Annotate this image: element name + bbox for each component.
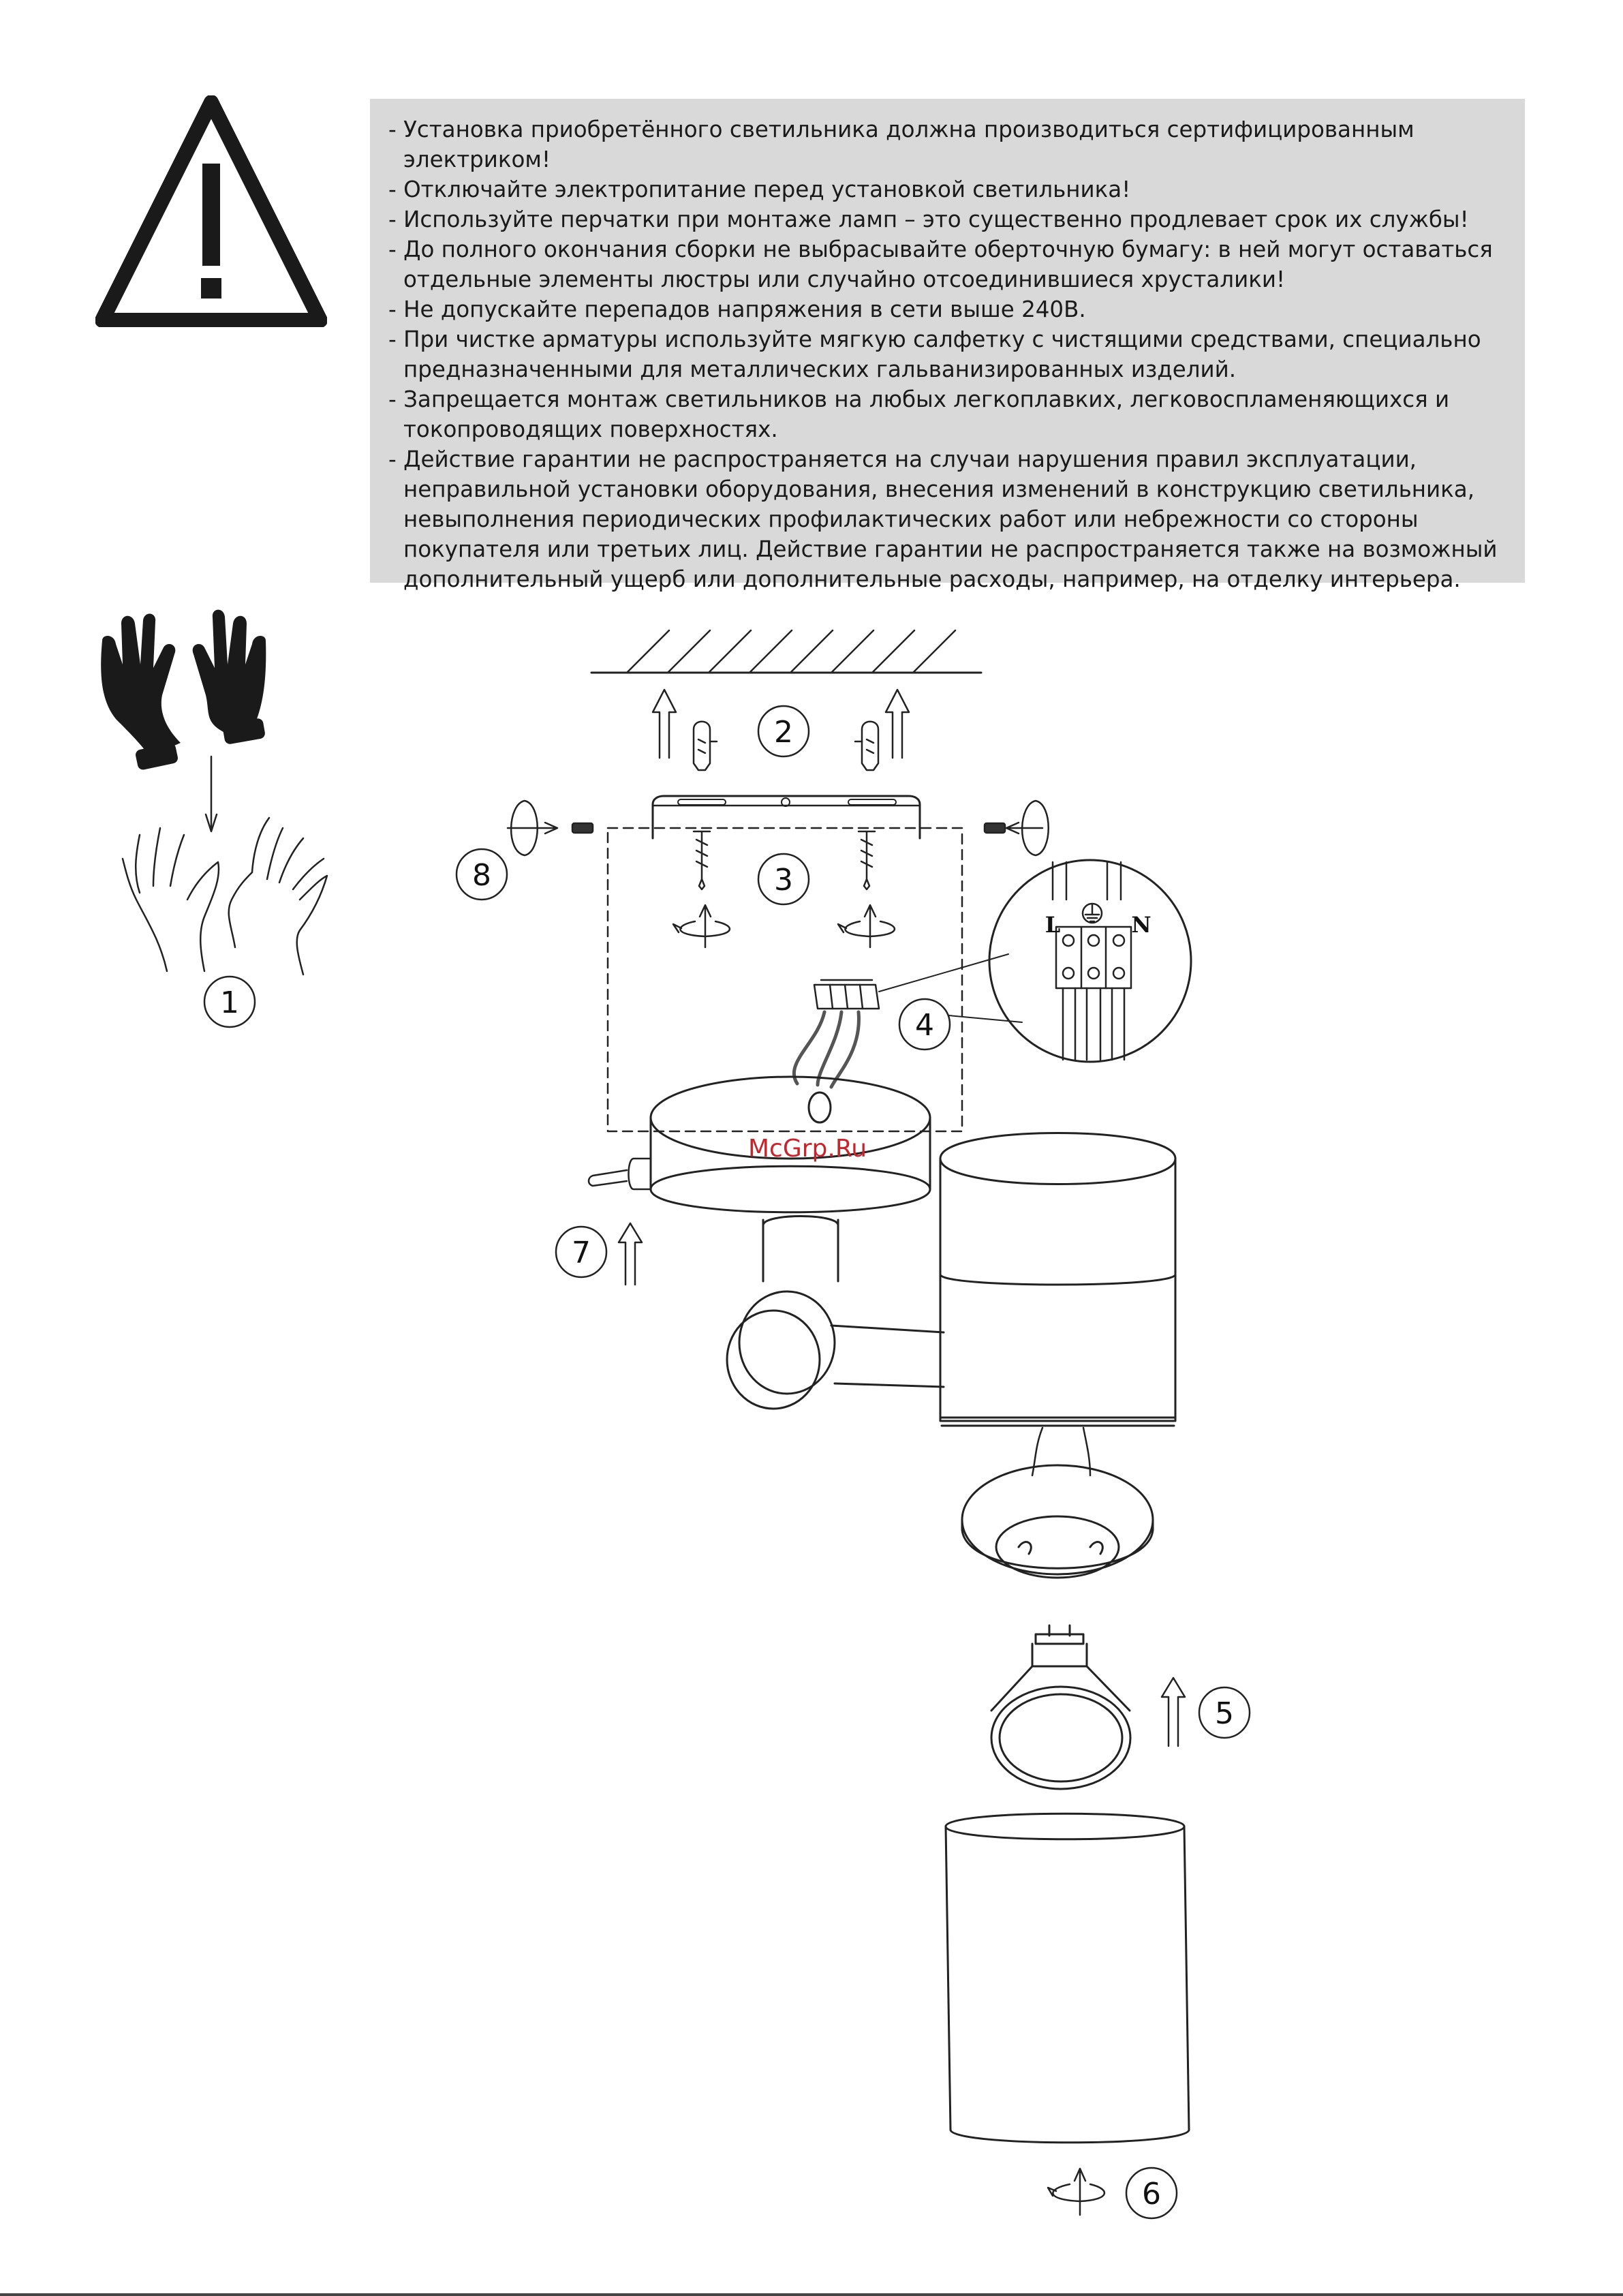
step-3-number: 3 bbox=[774, 863, 793, 898]
safety-notice bbox=[370, 99, 1525, 592]
rotate-arrow-icon bbox=[1048, 2169, 1104, 2215]
notice-item: - Используйте перчатки при монтаже ламп – это существенно продлевает срок их службы! bbox=[388, 204, 1525, 234]
notice-item: - Не допускайте перепадов напряжения в сети выше 240В. bbox=[388, 294, 1525, 324]
ground-icon bbox=[1083, 904, 1102, 923]
step-2-number: 2 bbox=[774, 715, 793, 750]
up-arrow-icon bbox=[1162, 1678, 1185, 1746]
warning-triangle-icon bbox=[95, 95, 327, 327]
watermark: McGrp.Ru bbox=[748, 1135, 867, 1163]
hands-icon bbox=[123, 818, 327, 975]
step-8-number: 8 bbox=[472, 858, 491, 893]
notice-item: - Установка приобретённого светильника должна производиться сертифицированным электриком! bbox=[388, 114, 1525, 174]
notice-item: - Отключайте электропитание перед установкой светильника! bbox=[388, 174, 1525, 204]
notice-item: - Действие гарантии не распространяется на случаи нарушения правил эксплуатации, неправильной установки оборудования, внесения изменений в конструкцию светильника, невыполнения периодических профилактических работ или небрежности со стороны покупателя или третьих лиц. Действие гарантии не распространяется также на возможный дополнительный ущерб или дополнительные расходы, например, на отделку интерьера. bbox=[388, 444, 1525, 594]
assembly-diagram bbox=[0, 600, 1623, 2290]
notice-item: - Запрещается монтаж светильников на любых легкоплавких, легковоспламеняющихся и токопроводящих поверхностях. bbox=[388, 384, 1525, 444]
step-4-number: 4 bbox=[915, 1008, 934, 1043]
step-7-number: 7 bbox=[572, 1236, 591, 1270]
step-1-number: 1 bbox=[220, 985, 239, 1020]
notice-item: - При чистке арматуры используйте мягкую салфетку с чистящими средствами, специально предназначенными для металлических гальванизированных изделий. bbox=[388, 324, 1525, 384]
notice-item: - До полного окончания сборки не выбрасывайте оберточную бумагу: в ней могут оставаться отдельные элементы люстры или случайно отсоединившиеся хрусталики! bbox=[388, 234, 1525, 294]
footer-rule bbox=[0, 2293, 1623, 2296]
step-6-number: 6 bbox=[1142, 2177, 1161, 2211]
terminal-label-n: N bbox=[1131, 912, 1151, 938]
rotate-arrow-icon bbox=[673, 905, 895, 947]
gloves-icon bbox=[101, 610, 266, 771]
terminal-detail bbox=[989, 860, 1191, 1062]
terminal-label-l: L bbox=[1045, 912, 1061, 938]
step-5-number: 5 bbox=[1215, 1696, 1234, 1731]
up-arrow-icon bbox=[619, 1223, 642, 1285]
